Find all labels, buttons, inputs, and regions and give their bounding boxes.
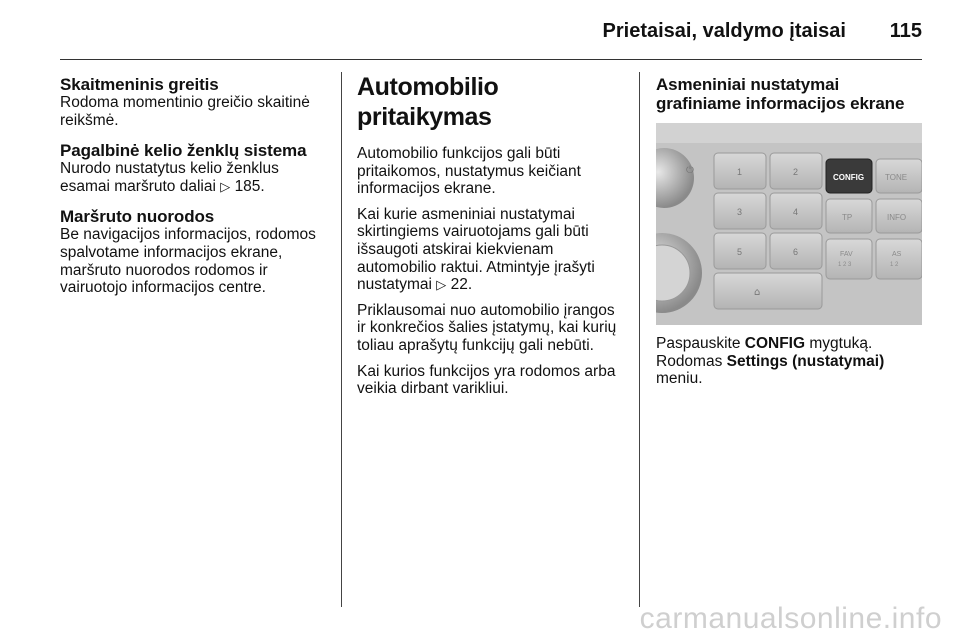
section-text: Be navigacijos informacijos, rodomos spalvotame informacijos ekrane, maršruto nuorodos rodomos ir vairuotojo informacijos centre.: [60, 226, 316, 297]
section-text: Rodoma momentinio greičio skaitinė reikšmė.: [60, 94, 310, 129]
fav-label: FAV: [840, 251, 853, 258]
caption-line: [656, 335, 922, 353]
column-divider-2: [639, 72, 640, 607]
page-reference-link[interactable]: 185.: [234, 177, 265, 195]
caption-part: Paspauskite: [656, 335, 741, 352]
chapter-title: Automobilio pritaikymas: [357, 73, 499, 131]
paragraph: [357, 206, 625, 294]
column-right: [656, 75, 922, 388]
tone-label: TONE: [885, 173, 908, 182]
as-sublabel: 1 2: [890, 262, 899, 268]
page-number: 115: [889, 20, 922, 42]
as-button: [876, 239, 922, 279]
section-title: Asmeniniai nustatymai grafiniame informacijos ekrane: [656, 75, 905, 113]
caption-line: [656, 353, 922, 371]
section-title: Maršruto nuorodos: [60, 207, 215, 227]
caption-line: meniu.: [656, 370, 703, 388]
caption-button-name: CONFIG: [744, 335, 806, 352]
arrow-reference-icon: ▷: [220, 178, 231, 194]
home-button: [714, 273, 822, 309]
config-label: CONFIG: [833, 173, 865, 182]
header-title: Prietaisai, valdymo įtaisai: [602, 20, 846, 42]
control-panel-photo: [656, 123, 922, 325]
as-label: AS: [892, 251, 902, 258]
column-left: [60, 75, 328, 309]
preset-label-3: 3: [737, 207, 743, 217]
page-header: [60, 14, 922, 58]
info-label: INFO: [887, 213, 907, 222]
paragraph: Automobilio funkcijos gali būti pritaikomos, nustatymus keičiant informacijos ekrane.: [357, 145, 581, 198]
preset-label-2: 2: [793, 167, 799, 177]
page-reference-link[interactable]: 22.: [450, 276, 473, 294]
paragraph: Priklausomai nuo automobilio įrangos ir konkrečios šalies įstatymų, kai kurių toliau aprašytų funkcijų gali nebūti.: [357, 301, 617, 354]
control-panel-illustration: [656, 123, 922, 325]
watermark: carmanualsonline.info: [639, 602, 942, 635]
fav-sublabel: 1 2 3: [838, 262, 852, 268]
caption-part: Rodomas: [656, 352, 723, 370]
home-icon: ⌂: [754, 287, 761, 298]
section-route-guidance: [60, 207, 328, 296]
section-digital-speed: [60, 75, 328, 129]
tp-label: TP: [842, 213, 853, 222]
header-rule: [60, 59, 922, 60]
column-divider-1: [341, 72, 342, 607]
power-icon: ⏻: [686, 165, 694, 176]
section-traffic-sign-assist: [60, 141, 328, 195]
preset-label-4: 4: [793, 207, 799, 217]
section-text: [60, 160, 328, 195]
section-title: Pagalbinė kelio ženklų sistema: [60, 141, 307, 161]
section-text-part: Nurodo nustatytus kelio ženklus esamai maršruto daliai: [60, 160, 279, 195]
section-title: Skaitmeninis greitis: [60, 75, 219, 94]
column-middle: [357, 75, 625, 406]
fav-button: [826, 239, 872, 279]
preset-label-1: 1: [737, 167, 743, 177]
arrow-reference-icon: ▷: [436, 277, 447, 293]
paragraph-part: Kai kurie asmeniniai nustatymai skirtingiems vairuotojams gali būti išsaugoti atskirai kiekvienam automobilio raktui. Atmintyje įrašyti nustatymai: [357, 205, 595, 294]
paragraph: Kai kurios funkcijos yra rodomos arba veikia dirbant varikliui.: [357, 362, 616, 398]
caption-part: mygtuką.: [809, 335, 873, 352]
preset-label-5: 5: [737, 247, 743, 257]
caption-menu-name: Settings (nustatymai): [726, 352, 885, 370]
preset-label-6: 6: [793, 247, 799, 257]
